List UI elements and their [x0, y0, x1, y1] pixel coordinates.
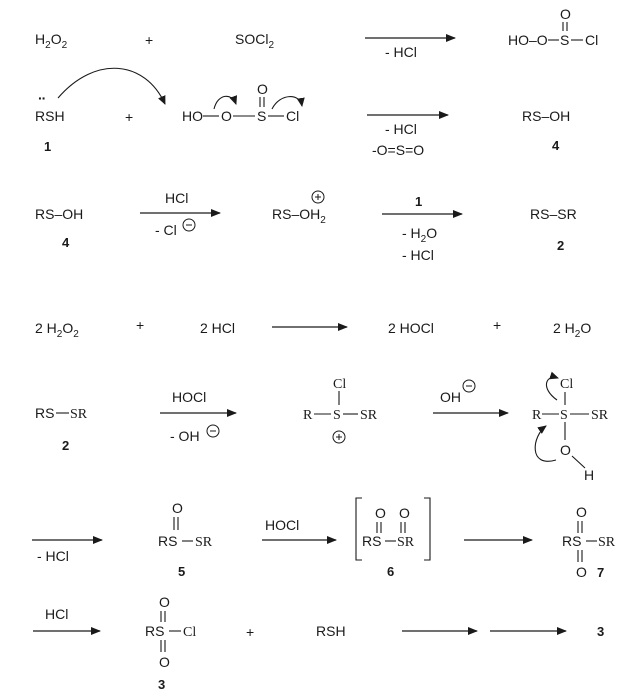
- right-bracket: [424, 498, 430, 560]
- thiosulfonate: [562, 504, 616, 580]
- arrow-label-minus-hcl: - HCl: [402, 247, 434, 263]
- negative-charge-icon: [183, 219, 195, 231]
- hydrochloric-acid: 2 HCl: [200, 320, 236, 336]
- protonated-sulfenic-acid: [272, 191, 326, 226]
- oxygen-atom: O: [560, 442, 571, 458]
- sr-group: SR: [598, 535, 616, 550]
- plus-sign: +: [136, 317, 145, 333]
- sulfenic-acid: RS–OH: [35, 206, 84, 222]
- bracketed-intermediate: [356, 498, 430, 560]
- compound-label-6: 6: [387, 564, 395, 579]
- left-bracket: [356, 498, 362, 560]
- positive-charge-icon: [312, 191, 324, 203]
- compound-label-2: 2: [557, 238, 565, 253]
- arrow-label-hcl: HCl: [165, 190, 189, 206]
- water: 2 $H_2O$: [553, 320, 592, 340]
- hypochlorous-acid: 2 HOCl: [388, 320, 434, 336]
- plus-sign: +: [145, 32, 154, 48]
- compound-label-3: 3: [158, 677, 166, 692]
- thiol-rsh: RSH: [316, 623, 346, 639]
- arrow-label-hocl: HOCl: [265, 517, 300, 533]
- hydrogen-peroxide: 2 $H_2O_2$: [35, 320, 79, 340]
- oxygen-atom-top: O: [257, 81, 268, 97]
- curved-arrow: [535, 426, 556, 461]
- compound-label-2: 2: [62, 438, 70, 453]
- plus-sign: +: [246, 624, 255, 640]
- cation-text: $RS-OH_2$: [272, 206, 326, 226]
- oxygen-atom: O: [172, 500, 183, 516]
- compound-label-3: 3: [597, 624, 605, 639]
- arrow-label-minus-cl: - Cl: [155, 222, 177, 238]
- hydrogen-atom: H: [584, 467, 595, 483]
- arrow-label-1: 1: [415, 194, 423, 209]
- oxygen-atom-bottom: O: [159, 654, 170, 670]
- chlorine-atom: Cl: [286, 108, 300, 124]
- disulfide: RS–SR: [530, 206, 577, 222]
- sr-group: SR: [591, 408, 609, 423]
- arrow-label-hcl: HCl: [45, 606, 69, 622]
- negative-charge-icon: [463, 380, 475, 392]
- arrow-label-hydroxide: OH: [440, 389, 461, 405]
- disulfide-rs: RS: [35, 405, 55, 421]
- sr-group: SR: [397, 535, 415, 550]
- chlorine-atom: Cl: [183, 625, 197, 640]
- arrow-label-minus-so2: -O=S=O: [372, 142, 425, 158]
- sulfurane-intermediate: [532, 377, 609, 483]
- thiol-rsh: RSH: [35, 108, 65, 124]
- oxygen-atom: O: [221, 108, 232, 124]
- oxygen-atom-bottom: O: [576, 564, 587, 580]
- sulfonyl-chloride: [145, 594, 196, 670]
- oxygen-atom-top: O: [159, 594, 170, 610]
- plus-sign: +: [493, 317, 502, 333]
- compound-label-1: 1: [44, 139, 52, 154]
- sr-group: SR: [195, 535, 213, 550]
- r-group: R: [532, 408, 542, 423]
- ho-group: HO: [182, 108, 203, 124]
- negative-charge-icon: [207, 425, 219, 437]
- arrow-label-minus-hcl: - HCl: [385, 44, 417, 60]
- hydrogen-peroxide: $H_2O_2$: [35, 31, 68, 51]
- oxygen-atom: O: [399, 505, 410, 521]
- rs-group: RS: [145, 623, 165, 639]
- thionyl-chloride: SOCl$_2$: [235, 31, 275, 51]
- r-group: R: [303, 408, 313, 423]
- arrow-label-minus-hcl: - HCl: [37, 548, 69, 564]
- oxygen-atom: O: [560, 6, 571, 22]
- chlorine-atom: Cl: [585, 32, 599, 48]
- compound-label-5: 5: [178, 564, 186, 579]
- arrow-label-hocl: HOCl: [172, 389, 207, 405]
- rs-group: RS: [362, 533, 382, 549]
- sulfur-atom: S: [560, 32, 570, 48]
- chlorine-atom: Cl: [560, 377, 574, 392]
- chlorosulfite-intermediate: [182, 81, 302, 124]
- positive-charge-icon: [333, 431, 345, 443]
- chlorosulfite-product: [508, 6, 598, 48]
- rs-group: RS: [562, 533, 582, 549]
- sulfenic-acid: RS–OH: [522, 108, 571, 124]
- disulfide-sr: SR: [70, 407, 88, 422]
- product-left: HO–O: [508, 32, 548, 48]
- sr-group: SR: [360, 408, 378, 423]
- sulfur-atom: S: [560, 408, 568, 423]
- lone-pair-dots: ··: [38, 90, 46, 106]
- sulfur-atom: S: [333, 408, 341, 423]
- arrow-label-minus-hcl: - HCl: [385, 121, 417, 137]
- compound-label-4: 4: [62, 235, 70, 250]
- oxygen-atom-top: O: [576, 504, 587, 520]
- chlorine-atom: Cl: [333, 377, 347, 392]
- compound-label-4: 4: [552, 138, 560, 153]
- compound-label-7: 7: [597, 565, 605, 580]
- curved-arrow: [58, 68, 165, 104]
- plus-sign: +: [125, 109, 134, 125]
- thiosulfinate: [158, 500, 213, 550]
- curved-arrow: [546, 377, 558, 400]
- arrow-label-minus-oh: - OH: [170, 428, 200, 444]
- chlorosulfonium-intermediate: [303, 377, 378, 443]
- rs-group: RS: [158, 533, 178, 549]
- arrow-label-minus-h2o: - $H_2O$: [402, 225, 438, 245]
- oxygen-atom: O: [375, 505, 386, 521]
- sulfur-atom: S: [257, 108, 267, 124]
